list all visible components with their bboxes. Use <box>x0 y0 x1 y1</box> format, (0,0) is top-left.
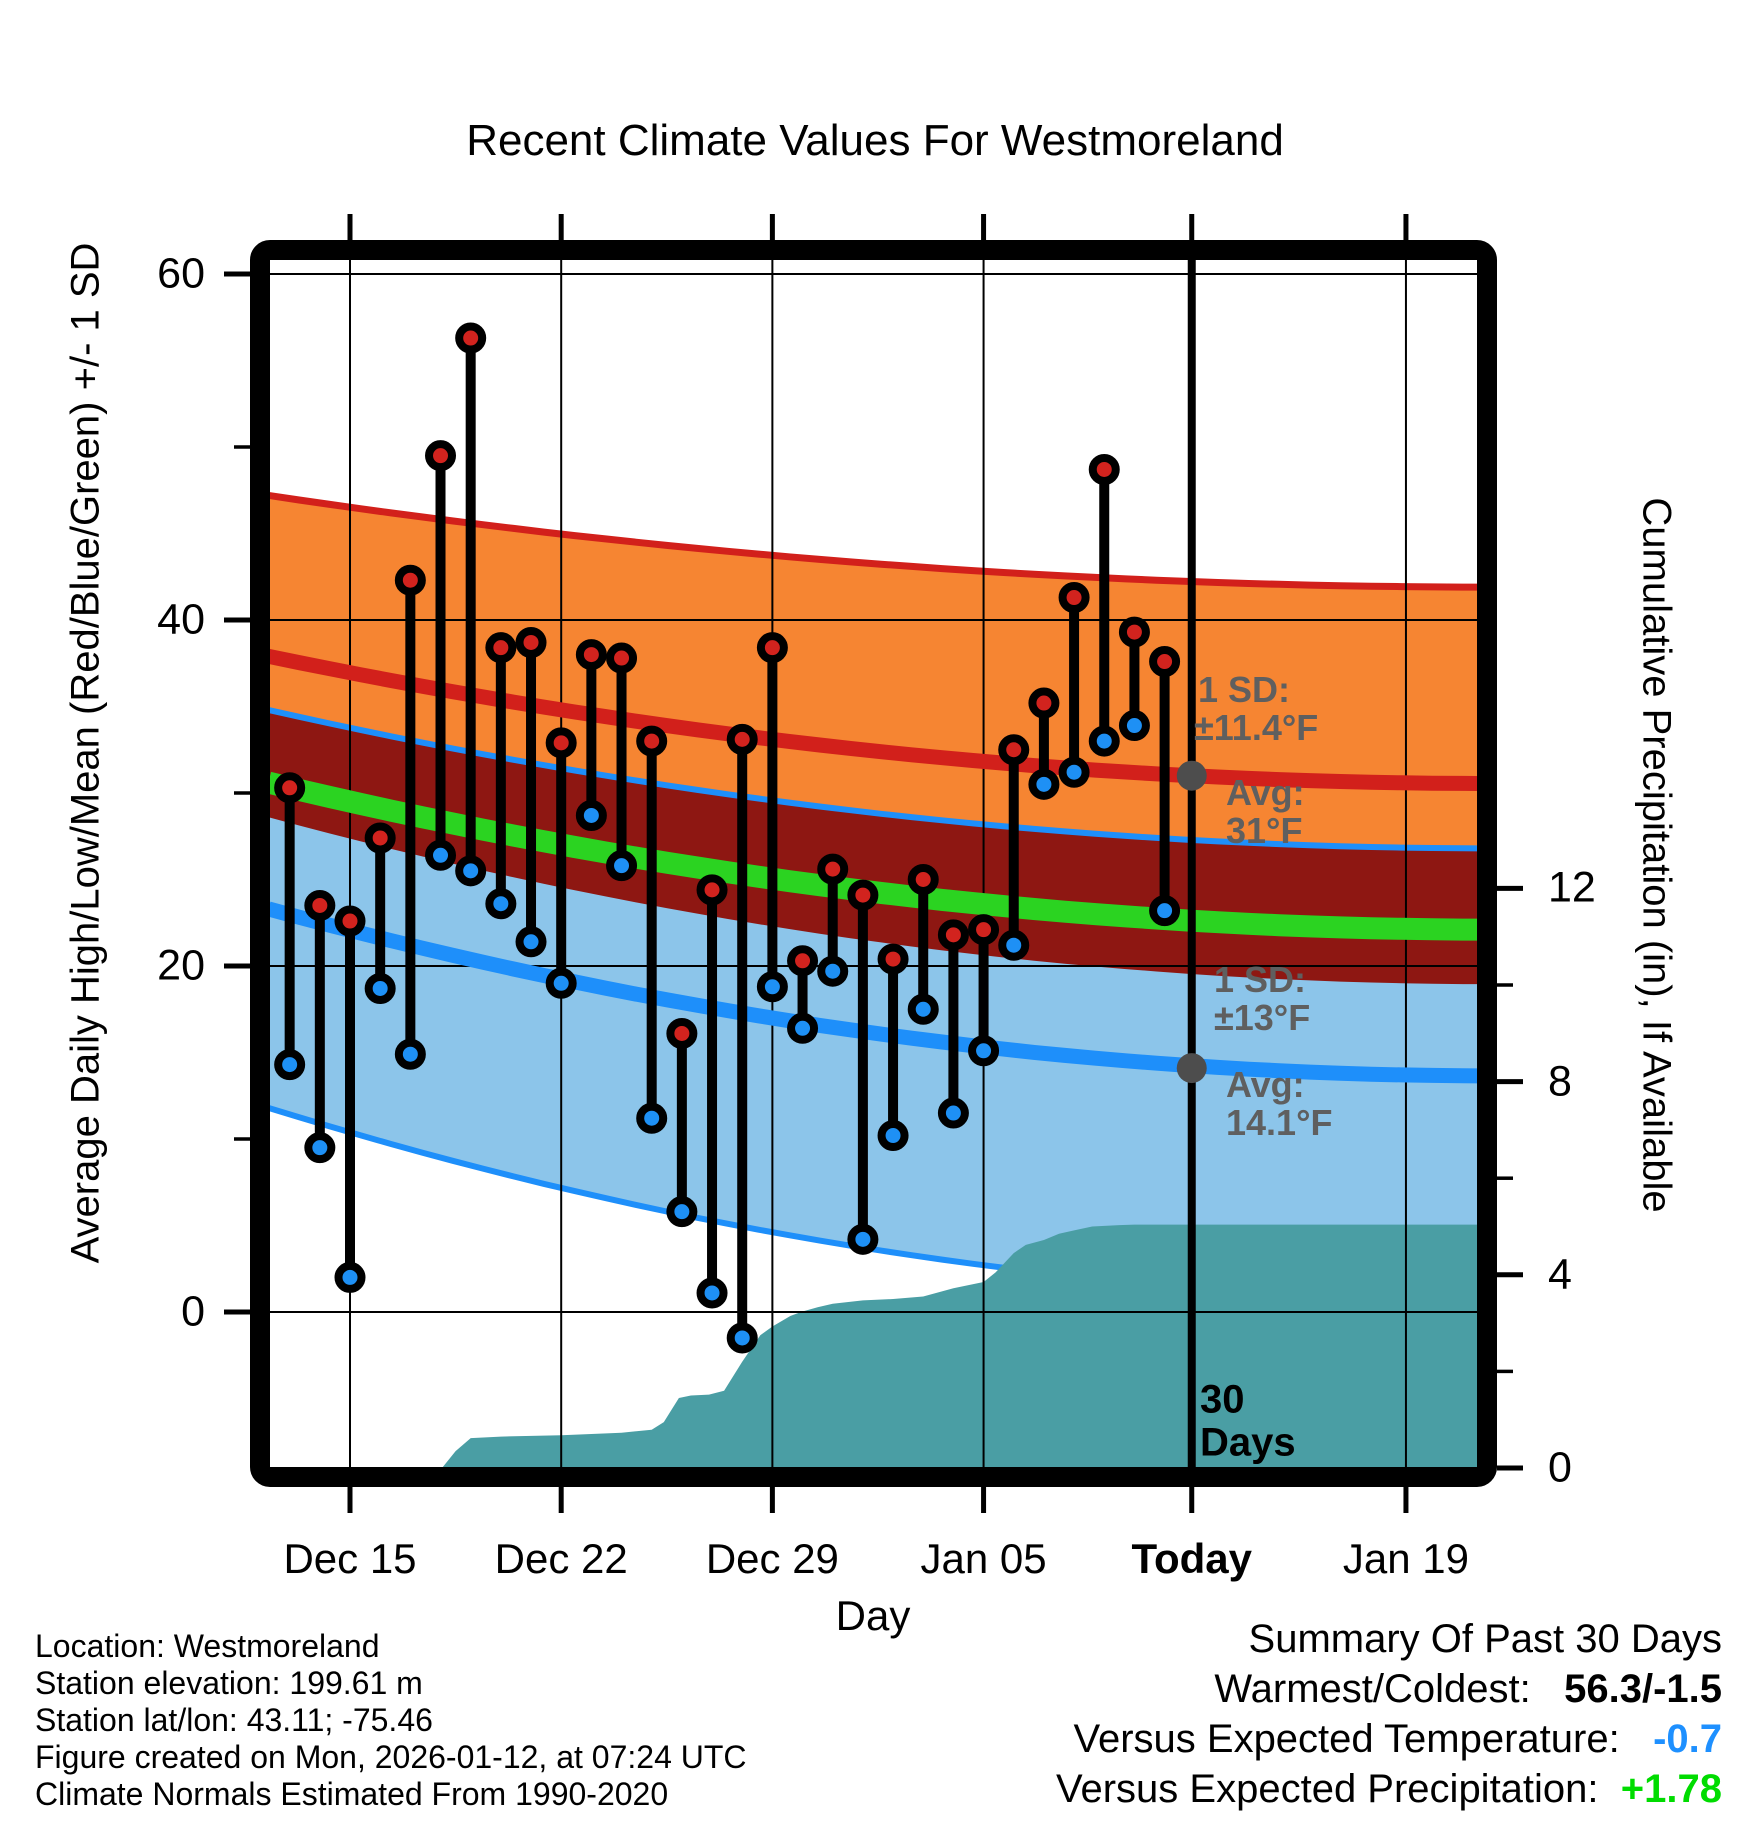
y-left-tick-label-40: 40 <box>157 595 205 644</box>
x-tick-label-dec-15: Dec 15 <box>283 1535 417 1582</box>
x-tick-label-jan-05: Jan 05 <box>920 1535 1047 1582</box>
y-left-tick-label-0: 0 <box>181 1287 205 1336</box>
annotation-high-avg-line2: 31°F <box>1226 810 1303 851</box>
daily-low-dot <box>912 998 935 1021</box>
y-axis-left-label: Average Daily High/Low/Mean (Red/Blue/Green) +/- 1 SD <box>63 242 108 1264</box>
daily-low-dot <box>1002 934 1025 957</box>
y-axis-right-label: Cumulative Precipitation (in), If Available <box>1634 497 1679 1213</box>
daily-high-dot <box>670 1022 693 1045</box>
daily-high-dot <box>550 731 573 754</box>
daily-low-dot <box>550 972 573 995</box>
today-low-avg-marker <box>1177 1053 1207 1083</box>
annotation-high-avg-line1: Avg: <box>1226 772 1305 813</box>
daily-low-dot <box>339 1266 362 1289</box>
daily-high-dot <box>791 949 814 972</box>
daily-high-dot <box>761 636 784 659</box>
y-right-tick-label-4: 4 <box>1548 1250 1572 1299</box>
y-right-tick-label-8: 8 <box>1548 1057 1572 1106</box>
daily-low-dot <box>761 975 784 998</box>
station-elevation: Station elevation: 199.61 m <box>35 1665 423 1701</box>
daily-low-dot <box>610 854 633 877</box>
summary-title: Summary Of Past 30 Days <box>1248 1617 1722 1661</box>
daily-low-dot <box>1032 773 1055 796</box>
daily-low-dot <box>278 1053 301 1076</box>
daily-low-dot <box>308 1136 331 1159</box>
daily-low-dot <box>1093 730 1116 753</box>
daily-low-dot <box>670 1200 693 1223</box>
daily-high-dot <box>1063 586 1086 609</box>
summary-block <box>862 1614 1722 1814</box>
daily-low-dot <box>882 1124 905 1147</box>
daily-low-dot <box>942 1102 965 1125</box>
daily-low-dot <box>972 1039 995 1062</box>
y-right-tick-label-0: 0 <box>1548 1443 1572 1492</box>
daily-high-dot <box>851 884 874 907</box>
daily-low-dot <box>791 1017 814 1040</box>
daily-high-dot <box>731 728 754 751</box>
page-title: Recent Climate Values For Westmoreland <box>466 116 1284 165</box>
daily-high-dot <box>882 948 905 971</box>
summary-vs-temperature-value: -0.7 <box>1653 1717 1722 1761</box>
annotation-low-sd-line2: ±13°F <box>1214 997 1311 1038</box>
daily-low-dot <box>399 1043 422 1066</box>
daily-high-dot <box>580 643 603 666</box>
daily-low-dot <box>1123 714 1146 737</box>
annotation-high-sd-line1: 1 SD: <box>1198 669 1291 710</box>
daily-low-dot <box>1153 899 1176 922</box>
daily-high-dot <box>1002 738 1025 761</box>
x-axis-label: Day <box>835 1592 911 1639</box>
annotation-low-sd-line1: 1 SD: <box>1214 959 1307 1000</box>
today-high-avg-marker <box>1177 761 1207 791</box>
y-left-tick-label-60: 60 <box>157 249 205 298</box>
daily-low-dot <box>640 1107 663 1130</box>
summary-warmest-coldest-value: 56.3/-1.5 <box>1564 1667 1722 1711</box>
summary-vs-temperature-label: Versus Expected Temperature: <box>1073 1717 1620 1761</box>
annotation-high-sd-line2: ±11.4°F <box>1194 707 1319 748</box>
daily-high-dot <box>308 894 331 917</box>
daily-low-dot <box>489 892 512 915</box>
daily-low-dot <box>459 859 482 882</box>
daily-high-dot <box>1093 458 1116 481</box>
daily-high-dot <box>701 878 724 901</box>
daily-low-dot <box>731 1326 754 1349</box>
daily-low-dot <box>580 804 603 827</box>
daily-low-dot <box>520 930 543 953</box>
daily-high-dot <box>610 647 633 670</box>
daily-high-dot <box>339 910 362 933</box>
daily-high-dot <box>821 858 844 881</box>
daily-high-dot <box>1032 692 1055 715</box>
x-tick-label-today: Today <box>1131 1535 1253 1582</box>
x-tick-label-dec-22: Dec 22 <box>494 1535 628 1582</box>
daily-low-dot <box>369 977 392 1000</box>
daily-low-dot <box>821 960 844 983</box>
summary-vs-precipitation <box>862 1764 1722 1814</box>
daily-high-dot <box>399 569 422 592</box>
summary-vs-precipitation-value: +1.78 <box>1620 1767 1722 1811</box>
daily-high-dot <box>369 826 392 849</box>
y-left-tick-label-20: 20 <box>157 941 205 990</box>
daily-high-dot <box>278 776 301 799</box>
daily-high-dot <box>1153 650 1176 673</box>
summary-vs-temperature <box>862 1714 1722 1764</box>
station-info-block <box>35 1628 747 1813</box>
daily-high-dot <box>459 327 482 350</box>
daily-high-dot <box>489 636 512 659</box>
daily-high-dot <box>1123 621 1146 644</box>
daily-low-dot <box>701 1281 724 1304</box>
daily-high-dot <box>912 868 935 891</box>
station-latlon: Station lat/lon: 43.11; -75.46 <box>35 1702 433 1738</box>
daily-high-dot <box>640 730 663 753</box>
daily-low-dot <box>1063 761 1086 784</box>
annotation-low-avg-line1: Avg: <box>1226 1064 1305 1105</box>
summary-warmest-coldest-label: Warmest/Coldest: <box>1214 1667 1531 1711</box>
daily-low-dot <box>429 844 452 867</box>
daily-low-dot <box>851 1228 874 1251</box>
daily-high-dot <box>972 918 995 941</box>
y-right-tick-label-12: 12 <box>1548 863 1596 912</box>
figure-created: Figure created on Mon, 2026-01-12, at 07:24 UTC <box>35 1739 747 1775</box>
summary-warmest-coldest <box>862 1664 1722 1714</box>
summary-vs-precipitation-label: Versus Expected Precipitation: <box>1056 1767 1599 1811</box>
annotation-window-line1: 30 <box>1200 1377 1245 1422</box>
climate-normals-note: Climate Normals Estimated From 1990-2020 <box>35 1776 669 1812</box>
daily-high-dot <box>520 631 543 654</box>
annotation-low-avg-line2: 14.1°F <box>1226 1102 1333 1143</box>
station-location: Location: Westmoreland <box>35 1628 380 1664</box>
daily-high-dot <box>429 444 452 467</box>
daily-high-dot <box>942 923 965 946</box>
x-tick-label-jan-19: Jan 19 <box>1342 1535 1469 1582</box>
x-tick-label-dec-29: Dec 29 <box>705 1535 839 1582</box>
annotation-window-line2: Days <box>1200 1420 1296 1465</box>
